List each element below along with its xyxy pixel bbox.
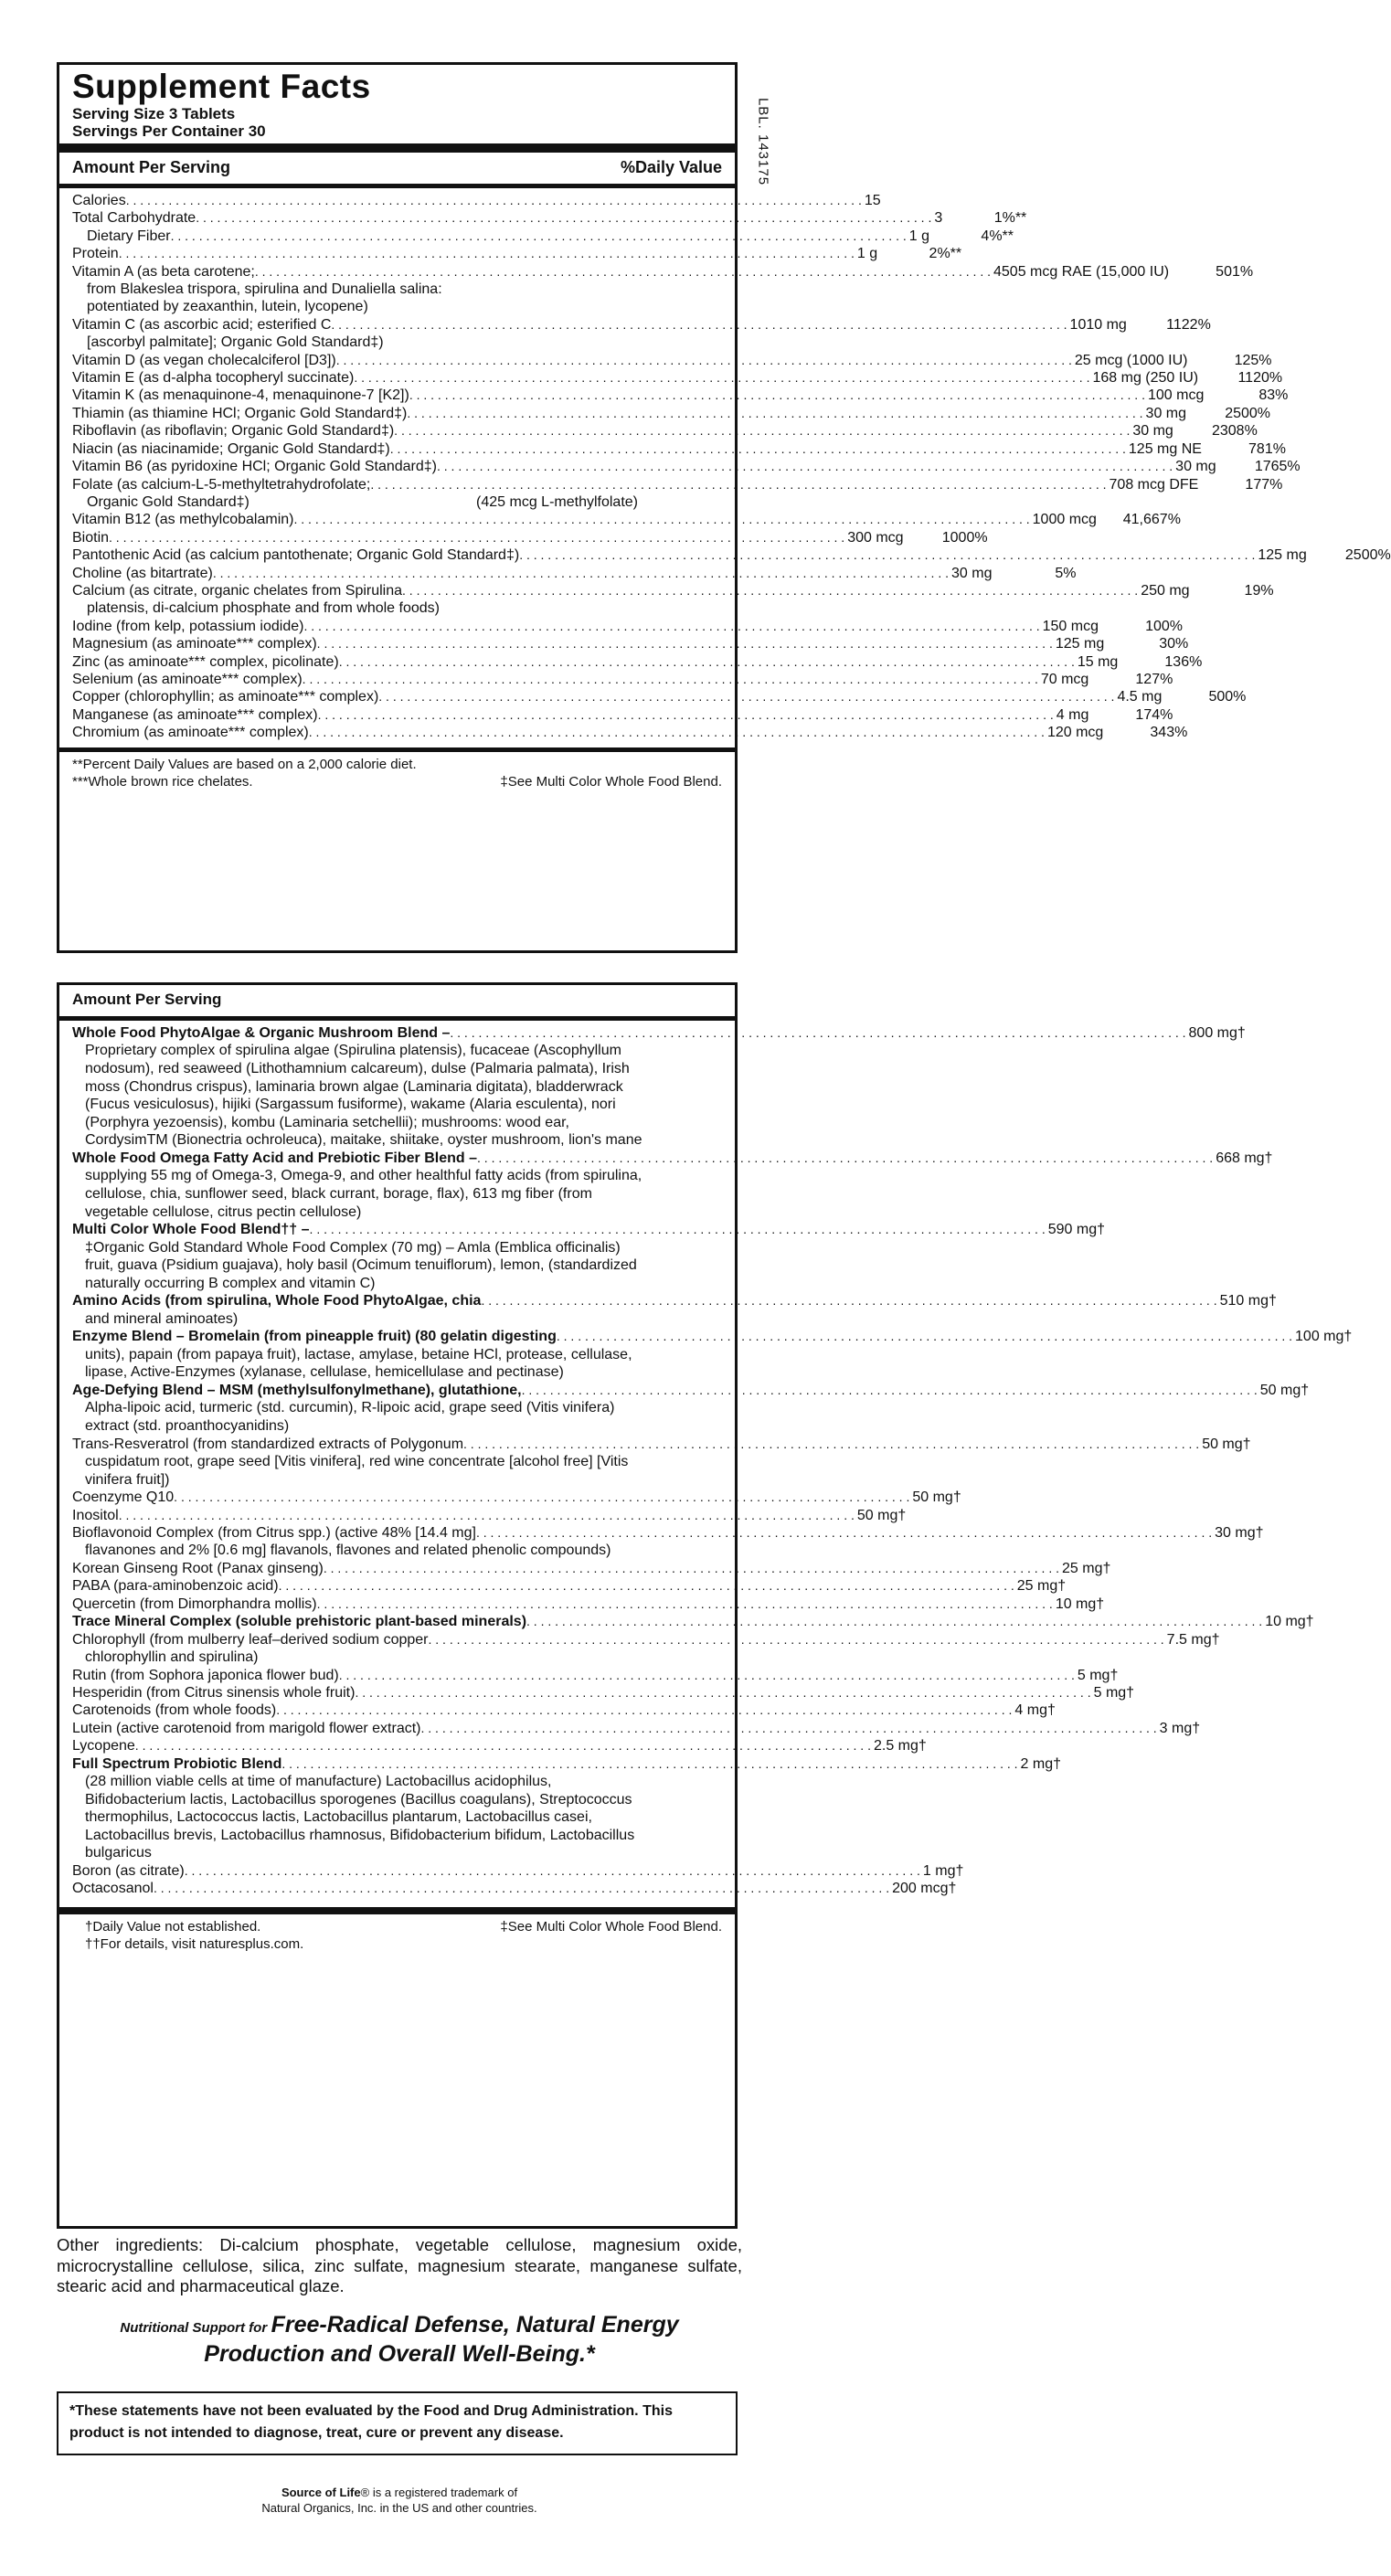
blend-row-amount: 5 mg† bbox=[1093, 1684, 1135, 1701]
blend-row-description: Proprietary complex of spirulina algae (Spirulina platensis), fucaceae (Ascophyllum nodosum), red seaweed (Lithothamnium calcareum), dulse (Palmaria palmata), Irish moss (Chondrus crispus), laminaria brown algae (Laminaria digitata), bladderwrack (Fucus vesiculosus), hijiki (Sargassum fusiforme), wakame (Alaria esculenta), nori (Porphyra yezoensis), kombu (Laminaria setchellii); mushrooms: wood ear, CordysimTM (Bionectria ochroleuca), maitake, shiitake, oyster mushroom, lion's mane bbox=[85, 1043, 642, 1149]
blend-row bbox=[72, 1631, 1220, 1648]
blend-row-description: (28 million viable cells at time of manufacture) Lactobacillus acidophilus, Bifidobacterium lactis, Lactobacillus sporogenes (Bacillus coagulans), Streptococcus thermophilus, Lactococcus lactis, Lactobacillus plantarum, Lactobacillus casei, Lactobacillus brevis, Lactobacillus rhamnosus, Bifidobacterium bifidum, Lactobacillus bulgaricus bbox=[85, 1774, 635, 1861]
facts-row-amount: 708 mcg DFE bbox=[1109, 476, 1199, 493]
blend-row-name: Quercetin (from Dimorphandra mollis) bbox=[72, 1595, 317, 1612]
facts-row-name: Biotin bbox=[72, 529, 110, 546]
leader-dots bbox=[339, 1667, 1075, 1684]
trademark-brand: Source of Life bbox=[281, 2486, 361, 2499]
facts-row-amount: 125 mg bbox=[1055, 636, 1105, 652]
facts-header bbox=[72, 156, 722, 178]
facts-row-name: Vitamin K (as menaquinone-4, menaquinone-7 [K2]) bbox=[72, 387, 409, 404]
label-code: LBL. 143175 bbox=[755, 97, 771, 186]
facts-row bbox=[72, 706, 1173, 724]
facts-row-amount: 3 bbox=[934, 210, 943, 227]
facts-row-amount: 300 mcg bbox=[847, 529, 904, 546]
facts-row-amount: 125 mg NE bbox=[1128, 440, 1202, 457]
facts-row-dv: 83% bbox=[1258, 387, 1289, 404]
facts-row-continuation bbox=[72, 493, 722, 511]
leader-dots bbox=[354, 369, 1089, 387]
claim-text: Free-Radical Defense, Natural Energy Production and Overall Well-Being.* bbox=[204, 2312, 679, 2367]
blend-row-amount: 1 mg† bbox=[922, 1862, 964, 1879]
leader-dots bbox=[126, 192, 862, 209]
blend-row-description: and mineral aminoates) bbox=[85, 1310, 239, 1327]
blend-row bbox=[72, 1382, 1310, 1399]
blend-row-name: Hesperidin (from Citrus sinensis whole fruit) bbox=[72, 1684, 356, 1701]
leader-dots bbox=[481, 1292, 1216, 1309]
leader-dots bbox=[378, 688, 1114, 705]
divider-medium bbox=[59, 184, 735, 188]
blend-row-name: Chlorophyll (from mulberry leaf–derived sodium copper bbox=[72, 1631, 429, 1648]
structure-function-claim bbox=[57, 2310, 742, 2369]
facts-row bbox=[72, 422, 1258, 440]
facts-row-dv: 781% bbox=[1248, 440, 1286, 457]
blend-row-amount: 5 mg† bbox=[1077, 1667, 1119, 1683]
facts-row-amount: (425 mcg L-methylfolate) bbox=[476, 493, 638, 510]
facts-row-dv: 2500% bbox=[1344, 547, 1391, 564]
facts-row-dv: 2308% bbox=[1211, 423, 1258, 440]
facts-row-dv: 127% bbox=[1135, 671, 1173, 687]
blend-row bbox=[72, 1024, 1246, 1042]
facts-row-continuation: [ascorbyl palmitate]; Organic Gold Standard‡) bbox=[87, 334, 384, 351]
blend-row-name: Enzyme Blend – Bromelain (from pineapple fruit) (80 gelatin digesting bbox=[72, 1329, 557, 1345]
facts-row-name: Vitamin B12 (as methylcobalamin) bbox=[72, 512, 294, 528]
divider-medium bbox=[59, 1016, 735, 1021]
facts-row-amount: 30 mg bbox=[1132, 423, 1173, 440]
amount-header: Amount Per Serving bbox=[72, 158, 231, 176]
facts-row bbox=[72, 565, 1077, 582]
facts-row-amount: 30 mg bbox=[1145, 405, 1187, 421]
blend-row-name: Inositol bbox=[72, 1507, 119, 1523]
blends-footnote-row bbox=[72, 1918, 722, 1935]
facts-row-name: Zinc (as aminoate*** complex, picolinate) bbox=[72, 653, 339, 670]
facts-row-dv: 177% bbox=[1245, 476, 1283, 493]
leader-dots bbox=[407, 405, 1142, 422]
blend-row-name: Age-Defying Blend – MSM (methylsulfonylmethane), glutathione, bbox=[72, 1382, 522, 1398]
facts-row bbox=[72, 582, 1274, 599]
facts-row bbox=[72, 440, 1286, 458]
facts-row-amount: 4 mg bbox=[1056, 706, 1089, 723]
facts-row-dv: 5% bbox=[1055, 565, 1077, 581]
leader-dots bbox=[310, 1221, 1046, 1238]
blend-row-description: Alpha-lipoic acid, turmeric (std. curcumin), R-lipoic acid, grape seed (Vitis vinifera) extract (std. proanthocyanidins) bbox=[85, 1400, 615, 1434]
blend-row-amount: 2 mg† bbox=[1020, 1755, 1061, 1772]
facts-row-amount: 25 mcg (1000 IU) bbox=[1074, 352, 1188, 368]
facts-row bbox=[72, 209, 1027, 227]
facts-row-amount: 1000 mcg bbox=[1032, 512, 1097, 528]
blend-row-amount: 100 mg† bbox=[1295, 1329, 1353, 1345]
facts-row-dv: 125% bbox=[1234, 352, 1272, 368]
blend-row-amount: 2.5 mg† bbox=[873, 1738, 927, 1754]
leader-dots bbox=[477, 1150, 1213, 1167]
leader-dots bbox=[185, 1862, 920, 1880]
leader-dots bbox=[450, 1024, 1185, 1042]
facts-rows bbox=[72, 192, 1391, 742]
facts-row-continuation: from Blakeslea trispora, spirulina and Dunaliella salina: bbox=[87, 281, 442, 298]
leader-dots bbox=[154, 1880, 889, 1897]
divider-medium-bottom bbox=[59, 747, 735, 752]
facts-row-name: Calories bbox=[72, 193, 126, 208]
blend-row bbox=[72, 1737, 927, 1754]
facts-title: Supplement Facts bbox=[72, 68, 371, 105]
blend-row bbox=[72, 1489, 961, 1506]
blend-row-description: supplying 55 mg of Omega-3, Omega-9, and other healthful fatty acids (from spirulina, cellulose, chia, sunflower seed, black currant, borage, flax), 613 mg fiber (from vegetable cellulose, citrus pectin cellulose) bbox=[85, 1168, 642, 1220]
facts-row-continuation: potentiated by zeaxanthin, lutein, lycopene) bbox=[87, 299, 368, 315]
facts-row-dv: 500% bbox=[1208, 689, 1247, 705]
leader-dots bbox=[429, 1631, 1164, 1648]
leader-dots bbox=[317, 635, 1053, 652]
facts-row-name: Dietary Fiber bbox=[87, 228, 171, 244]
facts-row-dv: 501% bbox=[1216, 263, 1254, 280]
leader-dots bbox=[463, 1436, 1199, 1453]
facts-row-name: Total Carbohydrate bbox=[72, 210, 196, 227]
facts-row-name: Vitamin B6 (as pyridoxine HCl; Organic Gold Standard‡) bbox=[72, 459, 437, 475]
trademark-line-1: ® is a registered trademark of bbox=[360, 2486, 518, 2499]
leader-dots bbox=[355, 1684, 1090, 1701]
facts-row-amount: 30 mg bbox=[951, 565, 993, 581]
blend-row bbox=[72, 1221, 1105, 1238]
facts-row bbox=[72, 458, 1301, 475]
blend-row bbox=[72, 1507, 907, 1524]
claim-prefix: Nutritional Support for bbox=[120, 2320, 268, 2336]
blend-row-name: Rutin (from Sophora japonica flower bud) bbox=[72, 1667, 339, 1683]
facts-row bbox=[72, 618, 1183, 635]
leader-dots bbox=[281, 1755, 1017, 1773]
leader-dots bbox=[119, 245, 855, 262]
other-ingredients: Other ingredients: Di-calcium phosphate, vegetable cellulose, magnesium oxide, microcrystalline cellulose, silica, zinc sulfate, magnesium stearate, manganese sulfate, stearic acid and pharmaceutical glaze. bbox=[57, 2235, 742, 2295]
leader-dots bbox=[309, 724, 1045, 741]
leader-dots bbox=[318, 706, 1054, 724]
blend-row-amount: 200 mcg† bbox=[892, 1881, 957, 1897]
facts-footnote-dv: **Percent Daily Values are based on a 2,000 calorie diet. bbox=[72, 756, 417, 772]
facts-row-name: Choline (as bitartrate) bbox=[72, 565, 213, 581]
blend-row-amount: 50 mg† bbox=[1202, 1436, 1251, 1452]
facts-row-dv: 1%** bbox=[993, 210, 1027, 227]
blend-row-amount: 50 mg† bbox=[912, 1489, 961, 1506]
facts-row-dv: 41,667% bbox=[1122, 512, 1181, 528]
facts-row-dv: 1120% bbox=[1237, 370, 1283, 387]
facts-row bbox=[72, 635, 1189, 652]
facts-row-name: Iodine (from kelp, potassium iodide) bbox=[72, 618, 304, 634]
facts-row-name: Vitamin C (as ascorbic acid; esterified C bbox=[72, 316, 332, 333]
leader-dots bbox=[213, 565, 949, 582]
leader-dots bbox=[409, 387, 1145, 404]
blend-row bbox=[72, 1560, 1111, 1577]
facts-row-amount: 30 mg bbox=[1175, 459, 1216, 475]
leader-dots bbox=[437, 458, 1173, 475]
leader-dots bbox=[336, 352, 1072, 369]
facts-row-dv: 2%** bbox=[929, 246, 962, 262]
blends-footnote-details: ††For details, visit naturesplus.com. bbox=[85, 1935, 304, 1952]
blend-row-amount: 50 mg† bbox=[856, 1507, 907, 1523]
blend-row-amount: 7.5 mg† bbox=[1166, 1631, 1220, 1648]
leader-dots bbox=[394, 422, 1130, 440]
facts-row-dv: 1122% bbox=[1166, 316, 1211, 333]
facts-row-dv: 136% bbox=[1164, 653, 1203, 670]
facts-row-name: Thiamin (as thiamine HCl; Organic Gold Standard‡) bbox=[72, 405, 408, 421]
blend-row bbox=[72, 1880, 957, 1897]
facts-row bbox=[72, 476, 1283, 493]
facts-row-name: Manganese (as aminoate*** complex) bbox=[72, 706, 318, 723]
facts-row-name: Organic Gold Standard‡) bbox=[87, 493, 250, 510]
facts-row-amount: 100 mcg bbox=[1147, 387, 1205, 404]
blend-row-amount: 800 mg† bbox=[1188, 1025, 1246, 1041]
leader-dots bbox=[119, 1507, 855, 1524]
blends-header: Amount Per Serving bbox=[72, 991, 222, 1008]
facts-row-amount: 125 mg bbox=[1258, 547, 1307, 564]
facts-row bbox=[72, 724, 1188, 741]
divider-thick bbox=[59, 143, 735, 153]
leader-dots bbox=[279, 1577, 1014, 1595]
facts-row bbox=[72, 228, 1014, 245]
facts-row-dv: 100% bbox=[1145, 618, 1183, 634]
blend-row-amount: 30 mg† bbox=[1215, 1524, 1264, 1541]
leader-dots bbox=[303, 618, 1039, 635]
leader-dots bbox=[293, 511, 1029, 528]
leader-dots bbox=[324, 1560, 1059, 1577]
leader-dots bbox=[303, 671, 1038, 688]
leader-dots bbox=[135, 1737, 871, 1754]
facts-footnote-blend: ‡See Multi Color Whole Food Blend. bbox=[500, 773, 722, 790]
facts-row-name: Niacin (as niacinamide; Organic Gold Standard‡) bbox=[72, 440, 390, 457]
leader-dots bbox=[526, 1613, 1262, 1630]
facts-footnote-chelates: ***Whole brown rice chelates. bbox=[72, 773, 253, 790]
leader-dots bbox=[522, 1382, 1258, 1399]
facts-row-name: Riboflavin (as riboflavin; Organic Gold Standard‡) bbox=[72, 423, 395, 440]
facts-row-dv: 2500% bbox=[1225, 405, 1271, 421]
blend-row-description: cuspidatum root, grape seed [Vitis vinifera], red wine concentrate [alcohol free] [Vitis vinifera fruit]) bbox=[85, 1453, 629, 1488]
facts-row-dv: 174% bbox=[1135, 706, 1173, 723]
divider-medium-bottom bbox=[59, 1907, 735, 1914]
blend-row bbox=[72, 1150, 1273, 1167]
facts-row-name: Pantothenic Acid (as calcium pantothenate; Organic Gold Standard‡) bbox=[72, 547, 520, 564]
blend-row-name: Coenzyme Q10 bbox=[72, 1489, 175, 1506]
facts-row bbox=[72, 192, 881, 209]
facts-row-dv: 1000% bbox=[941, 529, 988, 546]
facts-row bbox=[72, 352, 1272, 369]
facts-row-name: Chromium (as aminoate*** complex) bbox=[72, 725, 309, 741]
facts-row-amount: 1 g bbox=[856, 246, 878, 262]
leader-dots bbox=[109, 529, 844, 546]
facts-row bbox=[72, 671, 1173, 688]
facts-row-name: Vitamin D (as vegan cholecalciferol [D3]) bbox=[72, 352, 336, 368]
blend-row-amount: 10 mg† bbox=[1055, 1595, 1105, 1612]
blend-row bbox=[72, 1328, 1353, 1345]
facts-row-amount: 250 mg bbox=[1141, 582, 1190, 599]
facts-row bbox=[72, 688, 1247, 705]
leader-dots bbox=[476, 1524, 1212, 1542]
leader-dots bbox=[196, 209, 931, 227]
facts-footnote-row bbox=[72, 773, 722, 790]
facts-row bbox=[72, 316, 1211, 334]
blends-panel bbox=[57, 982, 1353, 2229]
leader-dots bbox=[370, 476, 1106, 493]
facts-row-dv: 19% bbox=[1244, 582, 1274, 599]
blend-row-amount: 25 mg† bbox=[1062, 1560, 1111, 1576]
leader-dots bbox=[557, 1328, 1292, 1345]
leader-dots bbox=[402, 582, 1138, 599]
facts-row-name: Vitamin A (as beta carotene; bbox=[72, 263, 255, 280]
facts-row-name: Copper (chlorophyllin; as aminoate*** complex) bbox=[72, 689, 379, 705]
blend-row-name: Multi Color Whole Food Blend†† – bbox=[72, 1222, 310, 1238]
blend-row-amount: 25 mg† bbox=[1016, 1578, 1067, 1595]
leader-dots bbox=[174, 1489, 909, 1506]
facts-row-amount: 120 mcg bbox=[1046, 725, 1104, 741]
facts-row-dv: 343% bbox=[1150, 725, 1188, 741]
blend-row bbox=[72, 1667, 1119, 1684]
blend-row-name: Lycopene bbox=[72, 1738, 135, 1754]
blend-row-amount: 50 mg† bbox=[1259, 1382, 1310, 1398]
blend-row-name: Carotenoids (from whole foods) bbox=[72, 1702, 277, 1719]
blend-row bbox=[72, 1862, 964, 1880]
facts-row-name: Folate (as calcium-L-5-methyltetrahydrofolate; bbox=[72, 476, 371, 493]
facts-row-amount: 4505 mcg RAE (15,000 IU) bbox=[993, 263, 1170, 280]
blend-row-name: Whole Food PhytoAlgae & Organic Mushroom Blend – bbox=[72, 1025, 451, 1041]
blend-row-name: Trans-Resveratrol (from standardized extracts of Polygonum bbox=[72, 1436, 464, 1452]
leader-dots bbox=[317, 1595, 1053, 1613]
blend-row-description: ‡Organic Gold Standard Whole Food Complex (70 mg) – Amla (Emblica officinalis) fruit, guava (Psidium guajava), holy basil (Ocimum tenuiflorum), lemon, (standardized naturally occurring B complex and vitamin C) bbox=[85, 1239, 637, 1291]
blend-row-amount: 668 mg† bbox=[1216, 1150, 1273, 1166]
facts-row-amount: 1 g bbox=[908, 228, 929, 244]
fda-disclaimer: *These statements have not been evaluated by the Food and Drug Administration. This product is not intended to diagnose, treat, cure or prevent any disease. bbox=[57, 2391, 738, 2455]
leader-dots bbox=[276, 1701, 1012, 1719]
blend-row-name: Boron (as citrate) bbox=[72, 1862, 185, 1879]
blend-row bbox=[72, 1755, 1061, 1773]
leader-dots bbox=[331, 316, 1067, 334]
blend-row bbox=[72, 1595, 1105, 1613]
blend-row-amount: 3 mg† bbox=[1159, 1720, 1201, 1736]
blend-rows bbox=[72, 1024, 1353, 1898]
facts-row bbox=[72, 405, 1271, 422]
facts-row-amount: 4.5 mg bbox=[1117, 689, 1163, 705]
facts-row-name: Magnesium (as aminoate*** complex) bbox=[72, 636, 317, 652]
facts-row-name: Vitamin E (as d-alpha tocopheryl succinate) bbox=[72, 370, 355, 387]
leader-dots bbox=[421, 1720, 1157, 1737]
blend-row bbox=[72, 1436, 1251, 1453]
facts-row-amount: 1010 mg bbox=[1069, 316, 1127, 333]
blend-row-description: units), papain (from papaya fruit), lactase, amylase, betaine HCl, protease, cellulase, lipase, Active-Enzymes (xylanase, cellulase, hemicellulase and pectinase) bbox=[85, 1346, 632, 1381]
facts-row-dv: 1765% bbox=[1254, 459, 1301, 475]
blend-row-description: chlorophyllin and spirulina) bbox=[85, 1648, 259, 1665]
blend-row bbox=[72, 1577, 1067, 1595]
facts-row bbox=[72, 511, 1181, 528]
blend-row-name: Full Spectrum Probiotic Blend bbox=[72, 1755, 282, 1772]
facts-row-name: Calcium (as citrate, organic chelates from Spirulina bbox=[72, 582, 403, 599]
blend-row bbox=[72, 1720, 1201, 1737]
facts-row-dv: 30% bbox=[1159, 636, 1189, 652]
facts-row-continuation: platensis, di-calcium phosphate and from whole foods) bbox=[87, 600, 440, 617]
facts-row bbox=[72, 546, 1391, 564]
blend-row-name: Amino Acids (from spirulina, Whole Food PhytoAlgae, chia bbox=[72, 1293, 482, 1309]
blend-row bbox=[72, 1701, 1056, 1719]
facts-row bbox=[72, 245, 962, 262]
leader-dots bbox=[171, 228, 907, 245]
facts-row-amount: 70 mcg bbox=[1040, 671, 1089, 687]
leader-dots bbox=[390, 440, 1126, 458]
blend-row-name: Trace Mineral Complex (soluble prehistoric plant-based minerals) bbox=[72, 1614, 527, 1630]
trademark-notice bbox=[57, 2485, 742, 2516]
blend-row-name: Korean Ginseng Root (Panax ginseng) bbox=[72, 1560, 324, 1576]
blends-footnote-dv: †Daily Value not established. bbox=[85, 1918, 261, 1935]
servings-per-container: Servings Per Container 30 bbox=[72, 122, 266, 140]
facts-row-name: Protein bbox=[72, 246, 119, 262]
trademark-line-2: Natural Organics, Inc. in the US and other countries. bbox=[261, 2501, 537, 2515]
facts-row-amount: 150 mcg bbox=[1042, 618, 1099, 634]
facts-row-dv: 4%** bbox=[981, 228, 1014, 244]
blend-row-amount: 510 mg† bbox=[1219, 1293, 1277, 1309]
facts-row-name: Selenium (as aminoate*** complex) bbox=[72, 671, 303, 687]
blend-row-amount: 4 mg† bbox=[1014, 1702, 1056, 1719]
blend-row-name: PABA (para-aminobenzoic acid) bbox=[72, 1578, 279, 1595]
facts-row-amount: 15 bbox=[864, 193, 881, 208]
dv-header: %Daily Value bbox=[620, 158, 722, 176]
blend-row-amount: 590 mg† bbox=[1047, 1222, 1105, 1238]
blend-row-name: Whole Food Omega Fatty Acid and Prebiotic Fiber Blend – bbox=[72, 1150, 478, 1166]
leader-dots bbox=[519, 546, 1255, 564]
facts-row bbox=[72, 263, 1254, 281]
facts-row bbox=[72, 369, 1283, 387]
blends-footnote-blend: ‡See Multi Color Whole Food Blend. bbox=[500, 1918, 722, 1935]
blend-row-name: Octacosanol bbox=[72, 1881, 154, 1897]
facts-row bbox=[72, 653, 1203, 671]
leader-dots bbox=[255, 263, 991, 281]
blend-row bbox=[72, 1524, 1264, 1542]
blend-row bbox=[72, 1613, 1314, 1630]
blend-row-description: flavanones and 2% [0.6 mg] flavanols, flavones and related phenolic compounds) bbox=[85, 1542, 611, 1559]
leader-dots bbox=[339, 653, 1075, 671]
serving-size: Serving Size 3 Tablets bbox=[72, 105, 236, 122]
blend-row-name: Bioflavonoid Complex (from Citrus spp.) (active 48% [14.4 mg] bbox=[72, 1524, 476, 1541]
blend-row-name: Lutein (active carotenoid from marigold flower extract) bbox=[72, 1720, 421, 1736]
blend-row bbox=[72, 1684, 1135, 1701]
blend-row bbox=[72, 1292, 1277, 1309]
facts-row bbox=[72, 529, 988, 546]
blend-row-amount: 10 mg† bbox=[1265, 1614, 1314, 1630]
facts-row-amount: 168 mg (250 IU) bbox=[1092, 370, 1199, 387]
facts-row-amount: 15 mg bbox=[1077, 653, 1119, 670]
facts-row bbox=[72, 387, 1289, 404]
